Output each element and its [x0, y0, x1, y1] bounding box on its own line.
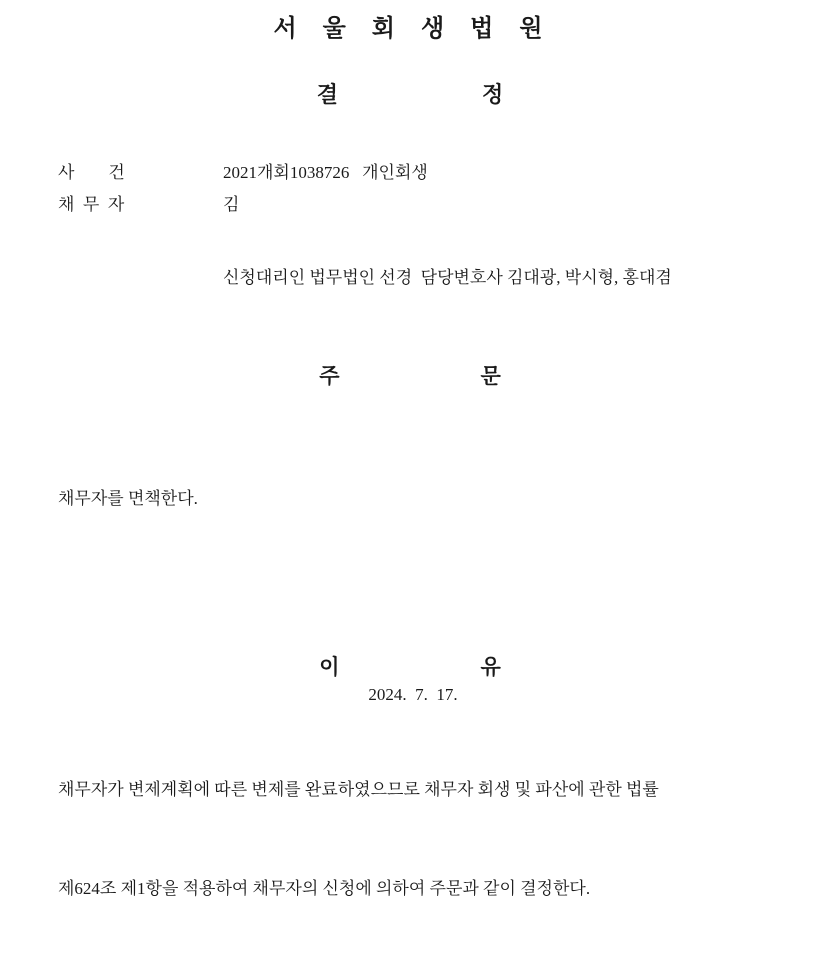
body-line: 채무자가 변제계획에 따른 변제를 완료하였으므로 채무자 회생 및 파산에 관한 법률: [58, 780, 659, 799]
decision-date: 2024. 7. 17.: [368, 685, 458, 704]
body-line: 채무자를 면책한다.: [58, 489, 198, 508]
case-number-value: 2021개회1038726 개인회생: [223, 163, 428, 182]
section-body-reason: [0, 707, 826, 971]
section-heading-order: 주 문: [319, 364, 507, 388]
court-title: 서 울 회 생 법 원: [273, 16, 553, 42]
section-heading-reason: 이 유: [319, 655, 507, 679]
body-line: 제624조 제1항을 적용하여 채무자의 신청에 의하여 주문과 같이 결정한다.: [58, 879, 591, 898]
case-number-label: 사 건: [58, 163, 125, 182]
case-info-block: [0, 157, 826, 221]
attorney-line: 신청대리인 법무법인 선경 담당변호사 김대광, 박시형, 홍대겸: [223, 268, 672, 287]
case-info-row: [58, 157, 826, 189]
document-type-heading: 결 정: [316, 82, 510, 107]
case-info-row: [58, 189, 826, 221]
debtor-label: 채 무 자: [58, 195, 125, 214]
section-body-order: [0, 416, 826, 581]
debtor-value: 김: [223, 195, 240, 214]
